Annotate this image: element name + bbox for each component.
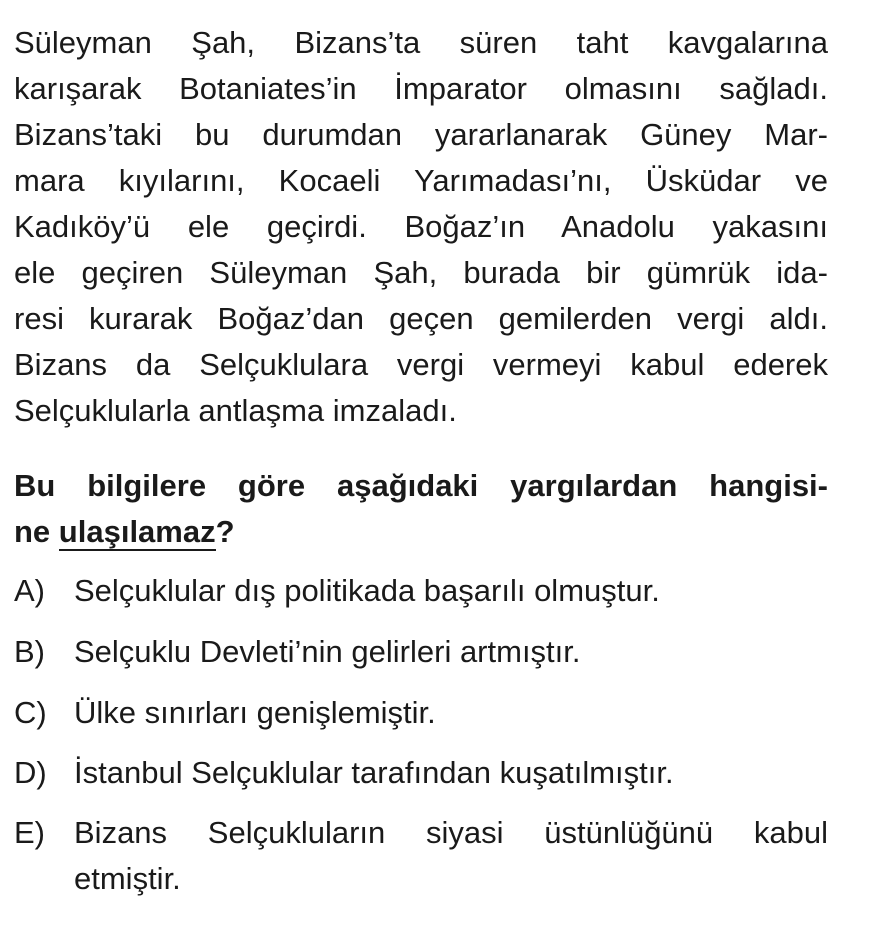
option-a-letter: A)	[14, 573, 45, 608]
passage-line-7: resi kurarak Boğaz’dan geçen gemilerden vergi aldı.	[14, 301, 828, 336]
question-line-1: Bu bilgilere göre aşağıdaki yargılardan hangisi-	[14, 468, 828, 503]
option-b-text: Selçuklu Devleti’nin gelirleri artmıştır.	[74, 634, 581, 669]
passage-line-2: karışarak Botaniates’in İmparator olmasını sağladı.	[14, 71, 828, 106]
option-a-text: Selçuklular dış politikada başarılı olmuştur.	[74, 573, 660, 608]
option-e-text-line-1: Bizans Selçukluların siyasi üstünlüğünü kabul	[74, 815, 828, 850]
passage-line-3: Bizans’taki bu durumdan yararlanarak Güney Mar-	[14, 117, 828, 152]
question-prefix: ne	[14, 514, 59, 549]
option-e-text-line-2: etmiştir.	[74, 861, 181, 896]
option-b-letter: B)	[14, 634, 45, 669]
option-c[interactable]	[14, 690, 436, 736]
option-c-text: Ülke sınırları genişlemiştir.	[74, 695, 436, 730]
passage-line-9: Selçuklularla antlaşma imzaladı.	[14, 393, 457, 428]
passage-line-1: Süleyman Şah, Bizans’ta süren taht kavgalarına	[14, 25, 828, 60]
option-a[interactable]	[14, 568, 660, 614]
question-line-2	[14, 509, 235, 555]
passage-line-5: Kadıköy’ü ele geçirdi. Boğaz’ın Anadolu yakasını	[14, 209, 828, 244]
passage-line-8: Bizans da Selçuklulara vergi vermeyi kabul ederek	[14, 347, 828, 382]
option-e[interactable]	[14, 810, 74, 856]
option-b[interactable]	[14, 629, 581, 675]
option-d[interactable]	[14, 750, 674, 796]
question-suffix: ?	[215, 514, 235, 549]
option-d-text: İstanbul Selçuklular tarafından kuşatılmıştır.	[74, 755, 674, 790]
passage-line-4: mara kıyılarını, Kocaeli Yarımadası’nı, Üsküdar ve	[14, 163, 828, 198]
question-underlined-word: ulaşılamaz	[58, 514, 216, 549]
option-e-letter: E)	[14, 815, 45, 850]
option-d-letter: D)	[14, 755, 47, 790]
option-c-letter: C)	[14, 695, 47, 730]
passage-line-6: ele geçiren Süleyman Şah, burada bir gümrük ida-	[14, 255, 828, 290]
